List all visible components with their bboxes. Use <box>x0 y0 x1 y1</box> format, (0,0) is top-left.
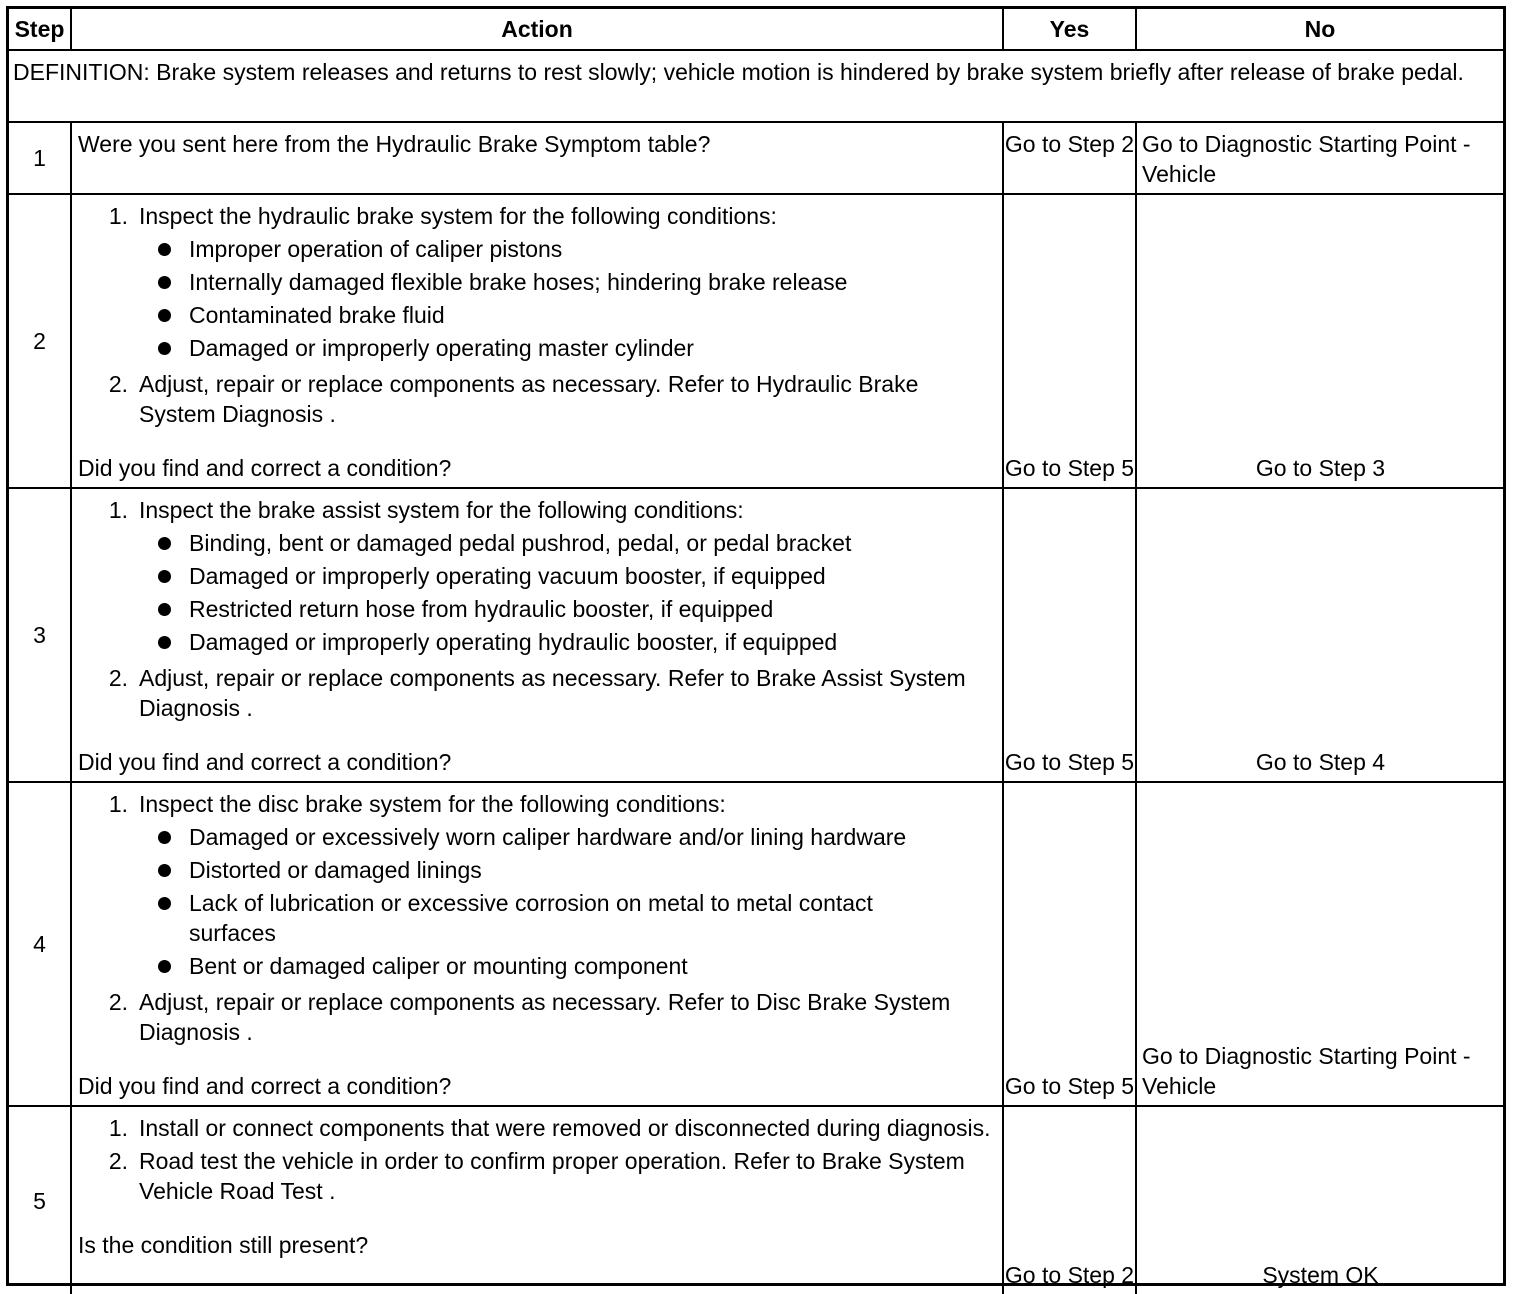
condition-list <box>139 528 996 657</box>
step-item-number: 1. <box>108 791 128 817</box>
list-item <box>139 267 996 297</box>
list-item-text: Bent or damaged caliper or mounting component <box>189 953 688 979</box>
step-item-number: 1. <box>108 497 128 523</box>
diagnostic-table-page <box>6 6 1506 1286</box>
header-step: Step <box>9 9 71 50</box>
bullet-icon <box>139 627 189 657</box>
action-steps <box>78 789 996 1047</box>
bullet-icon <box>139 888 189 948</box>
table-row <box>9 782 1503 1106</box>
step-item-text: Inspect the brake assist system for the following conditions: <box>139 497 744 523</box>
bullet-icon <box>139 333 189 363</box>
list-item <box>139 300 996 330</box>
list-item-text: Contaminated brake fluid <box>189 302 445 328</box>
table-row <box>9 122 1503 194</box>
question-text: Did you find and correct a condition? <box>78 455 452 481</box>
bullet-icon <box>139 528 189 558</box>
action-step <box>78 1146 996 1206</box>
yes-cell[interactable]: Go to Step 2 <box>1003 122 1136 194</box>
action-step <box>78 663 996 723</box>
step-number: 3 <box>9 488 71 782</box>
step-item-text: Adjust, repair or replace components as necessary. Refer to Hydraulic Brake System Diagnosis . <box>139 371 919 427</box>
list-item-text: Binding, bent or damaged pedal pushrod, pedal, or pedal bracket <box>189 530 852 556</box>
list-item-text: Damaged or improperly operating master cylinder <box>189 335 694 361</box>
list-item-text: Internally damaged flexible brake hoses; hindering brake release <box>189 269 848 295</box>
action-cell <box>71 782 1003 1106</box>
action-cell <box>71 1106 1003 1294</box>
condition-list <box>139 822 996 981</box>
diagnostic-table <box>9 9 1503 1294</box>
action-step <box>78 201 996 366</box>
condition-list <box>139 234 996 363</box>
table-row <box>9 194 1503 488</box>
list-item-text: Damaged or excessively worn caliper hardware and/or lining hardware <box>189 824 907 850</box>
bullet-icon <box>139 951 189 981</box>
list-item-text: Restricted return hose from hydraulic booster, if equipped <box>189 596 774 622</box>
yes-cell[interactable]: Go to Step 5 <box>1003 194 1136 488</box>
action-step <box>78 789 996 984</box>
list-item <box>139 888 996 948</box>
list-item <box>139 594 996 624</box>
bullet-icon <box>139 855 189 885</box>
question-text: Did you find and correct a condition? <box>78 1073 452 1099</box>
question-text: Is the condition still present? <box>78 1232 369 1258</box>
step-item-number: 2. <box>108 1148 128 1174</box>
list-item <box>139 561 996 591</box>
no-cell[interactable]: Go to Diagnostic Starting Point - Vehicle <box>1136 782 1503 1106</box>
list-item <box>139 528 996 558</box>
list-item <box>139 333 996 363</box>
list-item-text: Damaged or improperly operating vacuum booster, if equipped <box>189 563 826 589</box>
action-steps <box>78 201 996 429</box>
list-item-text: Distorted or damaged linings <box>189 857 482 883</box>
header-action: Action <box>71 9 1003 50</box>
action-step <box>78 1113 996 1143</box>
list-item <box>139 627 996 657</box>
bullet-icon <box>139 267 189 297</box>
step-item-text: Inspect the disc brake system for the following conditions: <box>139 791 726 817</box>
header-row <box>9 9 1503 50</box>
step-item-text: Adjust, repair or replace components as necessary. Refer to Brake Assist System Diagnosis . <box>139 665 966 721</box>
list-item-text: Improper operation of caliper pistons <box>189 236 563 262</box>
step-item-number: 2. <box>108 371 128 397</box>
definition-text: DEFINITION: Brake system releases and returns to rest slowly; vehicle motion is hindered by brake system briefly after release of brake pedal. <box>9 50 1503 122</box>
no-cell[interactable]: Go to Step 3 <box>1136 194 1503 488</box>
table-row <box>9 488 1503 782</box>
list-item <box>139 855 996 885</box>
step-item-number: 1. <box>108 203 128 229</box>
no-cell[interactable]: System OK <box>1136 1106 1503 1294</box>
yes-cell[interactable]: Go to Step 2 <box>1003 1106 1136 1294</box>
header-no: No <box>1136 9 1503 50</box>
list-item-text: Lack of lubrication or excessive corrosion on metal to metal contact surfaces <box>189 890 873 946</box>
header-yes: Yes <box>1003 9 1136 50</box>
bullet-icon <box>139 561 189 591</box>
step-number: 4 <box>9 782 71 1106</box>
step-number: 5 <box>9 1106 71 1294</box>
action-steps <box>78 495 996 723</box>
action-cell <box>71 122 1003 194</box>
table-row <box>9 1106 1503 1294</box>
no-cell[interactable]: Go to Step 4 <box>1136 488 1503 782</box>
action-cell <box>71 194 1003 488</box>
yes-cell[interactable]: Go to Step 5 <box>1003 782 1136 1106</box>
definition-row <box>9 50 1503 122</box>
action-step <box>78 987 996 1047</box>
action-cell <box>71 488 1003 782</box>
bullet-icon <box>139 300 189 330</box>
bullet-icon <box>139 234 189 264</box>
list-item <box>139 951 996 981</box>
yes-cell[interactable]: Go to Step 5 <box>1003 488 1136 782</box>
step-number: 1 <box>9 122 71 194</box>
action-step <box>78 495 996 660</box>
step-item-number: 2. <box>108 665 128 691</box>
list-item <box>139 822 996 852</box>
action-step <box>78 369 996 429</box>
action-steps <box>78 1113 996 1206</box>
step-number: 2 <box>9 194 71 488</box>
step-item-number: 2. <box>108 989 128 1015</box>
list-item <box>139 234 996 264</box>
step-item-text: Inspect the hydraulic brake system for the following conditions: <box>139 203 777 229</box>
question-text: Were you sent here from the Hydraulic Brake Symptom table? <box>78 131 711 157</box>
bullet-icon <box>139 822 189 852</box>
step-item-number: 1. <box>108 1115 128 1141</box>
step-item-text: Install or connect components that were removed or disconnected during diagnosis. <box>139 1115 991 1141</box>
step-item-text: Road test the vehicle in order to confirm proper operation. Refer to Brake System Vehicle Road Test . <box>139 1148 965 1204</box>
question-text: Did you find and correct a condition? <box>78 749 452 775</box>
step-item-text: Adjust, repair or replace components as necessary. Refer to Disc Brake System Diagnosis . <box>139 989 951 1045</box>
list-item-text: Damaged or improperly operating hydraulic booster, if equipped <box>189 629 838 655</box>
bullet-icon <box>139 594 189 624</box>
no-cell[interactable]: Go to Diagnostic Starting Point - Vehicle <box>1136 122 1503 194</box>
